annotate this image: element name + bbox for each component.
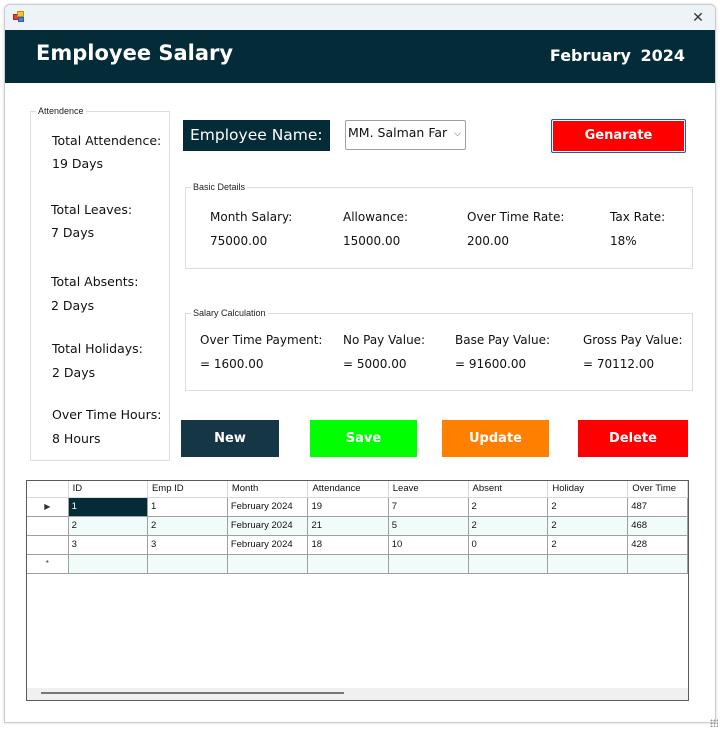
no-pay-value-label: No Pay Value: — [343, 333, 426, 347]
overtime-payment-label: Over Time Payment: — [200, 333, 323, 347]
table-cell[interactable]: February 2024 — [227, 535, 308, 554]
chevron-down-icon: ⌵ — [454, 129, 461, 139]
table-cell[interactable]: 468 — [628, 516, 688, 535]
base-pay-value-label: Base Pay Value: — [455, 333, 550, 347]
table-cell[interactable] — [628, 554, 688, 573]
total-holidays-label: Total Holidays: — [52, 341, 143, 356]
new-button[interactable]: New — [181, 420, 279, 457]
total-leaves-label: Total Leaves: — [51, 202, 133, 217]
tax-rate-value: 18% — [610, 234, 637, 248]
month-salary-value: 75000.00 — [210, 234, 268, 248]
new-row[interactable] — [27, 554, 688, 573]
table-cell[interactable]: 2 — [548, 535, 628, 554]
table-cell[interactable]: 2 — [68, 516, 147, 535]
table-cell[interactable]: February 2024 — [227, 516, 308, 535]
page-title: Employee Salary — [36, 41, 234, 65]
employee-name-dropdown[interactable] — [345, 120, 466, 150]
total-holidays-value: 2 Days — [52, 365, 96, 380]
basic-details-legend: Basic Details — [193, 182, 246, 192]
no-pay-value-value: = 5000.00 — [343, 357, 407, 371]
grid-header-row — [27, 481, 688, 497]
table-cell[interactable]: 10 — [388, 535, 468, 554]
row-indicator-icon[interactable]: ▶ — [27, 497, 68, 516]
table-cell[interactable]: 18 — [308, 535, 388, 554]
employee-name-label: Employee Name: — [183, 120, 330, 151]
table-cell[interactable]: 0 — [468, 535, 548, 554]
base-pay-value-value: = 91600.00 — [455, 357, 527, 371]
table-cell[interactable] — [308, 554, 388, 573]
close-button[interactable]: ✕ — [692, 10, 704, 26]
table-cell[interactable] — [68, 554, 147, 573]
total-leaves-value: 7 Days — [51, 225, 95, 240]
row-header[interactable] — [27, 516, 68, 535]
tax-rate-label: Tax Rate: — [610, 210, 666, 224]
table-cell[interactable] — [147, 554, 227, 573]
table-cell[interactable] — [548, 554, 628, 573]
table-row[interactable] — [27, 516, 688, 535]
basic-details-group — [185, 182, 693, 269]
row-header[interactable] — [27, 535, 68, 554]
update-button[interactable]: Update — [442, 420, 549, 457]
table-row[interactable] — [27, 497, 688, 516]
overtime-hours-label: Over Time Hours: — [52, 407, 162, 422]
table-row[interactable] — [27, 535, 688, 554]
table-cell[interactable]: 19 — [308, 497, 388, 516]
table-cell[interactable] — [468, 554, 548, 573]
resize-grip-icon[interactable] — [710, 719, 718, 727]
overtime-payment-value: = 1600.00 — [200, 357, 264, 371]
column-header-leave[interactable]: Leave — [388, 481, 468, 497]
attendance-legend: Attendence — [38, 106, 84, 116]
horizontal-scrollbar-thumb[interactable] — [41, 692, 344, 694]
app-icon — [13, 11, 25, 23]
table-cell[interactable]: 487 — [628, 497, 688, 516]
column-header-holiday[interactable]: Holiday — [548, 481, 628, 497]
salary-calculation-group — [185, 308, 693, 391]
employee-name-selected: MM. Salman Far — [348, 125, 448, 140]
month-salary-label: Month Salary: — [210, 210, 293, 224]
overtime-rate-label: Over Time Rate: — [467, 210, 565, 224]
table-cell[interactable]: 3 — [147, 535, 227, 554]
table-cell[interactable]: 5 — [388, 516, 468, 535]
table-cell[interactable]: 21 — [308, 516, 388, 535]
allowance-value: 15000.00 — [343, 234, 401, 248]
column-header-month[interactable]: Month — [227, 481, 308, 497]
table-cell[interactable]: February 2024 — [227, 497, 308, 516]
overtime-hours-value: 8 Hours — [52, 431, 101, 446]
table-cell[interactable]: 2 — [548, 497, 628, 516]
total-absents-value: 2 Days — [51, 298, 95, 313]
table-cell[interactable]: 2 — [468, 516, 548, 535]
delete-button[interactable]: Delete — [578, 420, 688, 457]
table-cell[interactable] — [388, 554, 468, 573]
table-cell[interactable]: 428 — [628, 535, 688, 554]
table-cell[interactable]: 3 — [68, 535, 147, 554]
overtime-rate-value: 200.00 — [467, 234, 509, 248]
salary-calculation-legend: Salary Calculation — [193, 308, 266, 318]
table-cell[interactable] — [227, 554, 308, 573]
table-cell[interactable]: 2 — [147, 516, 227, 535]
period-label: February 2024 — [549, 46, 685, 65]
column-header-over-time[interactable]: Over Time — [628, 481, 688, 497]
column-header-absent[interactable]: Absent — [468, 481, 548, 497]
horizontal-scrollbar[interactable] — [27, 688, 688, 700]
salary-data-grid[interactable] — [26, 480, 689, 701]
total-attendance-value: 19 Days — [52, 156, 104, 171]
save-button[interactable]: Save — [310, 420, 417, 457]
table-cell[interactable]: 2 — [468, 497, 548, 516]
header-banner — [5, 30, 715, 83]
total-attendance-label: Total Attendence: — [52, 133, 162, 148]
table-cell[interactable]: 7 — [388, 497, 468, 516]
column-header-id[interactable]: ID — [68, 481, 147, 497]
table-cell[interactable]: 1 — [147, 497, 227, 516]
gross-pay-value-value: = 70112.00 — [583, 357, 655, 371]
column-header-emp-id[interactable]: Emp ID — [147, 481, 227, 497]
title-bar[interactable] — [5, 5, 715, 30]
new-row-indicator-icon[interactable]: * — [27, 554, 68, 573]
generate-button[interactable]: Genarate — [551, 119, 686, 153]
column-header-attendance[interactable]: Attendance — [308, 481, 388, 497]
table-cell[interactable]: 2 — [548, 516, 628, 535]
grid-corner-header[interactable] — [27, 481, 68, 497]
table-cell[interactable]: 1 — [68, 497, 147, 516]
gross-pay-value-label: Gross Pay Value: — [583, 333, 683, 347]
total-absents-label: Total Absents: — [51, 274, 139, 289]
allowance-label: Allowance: — [343, 210, 409, 224]
